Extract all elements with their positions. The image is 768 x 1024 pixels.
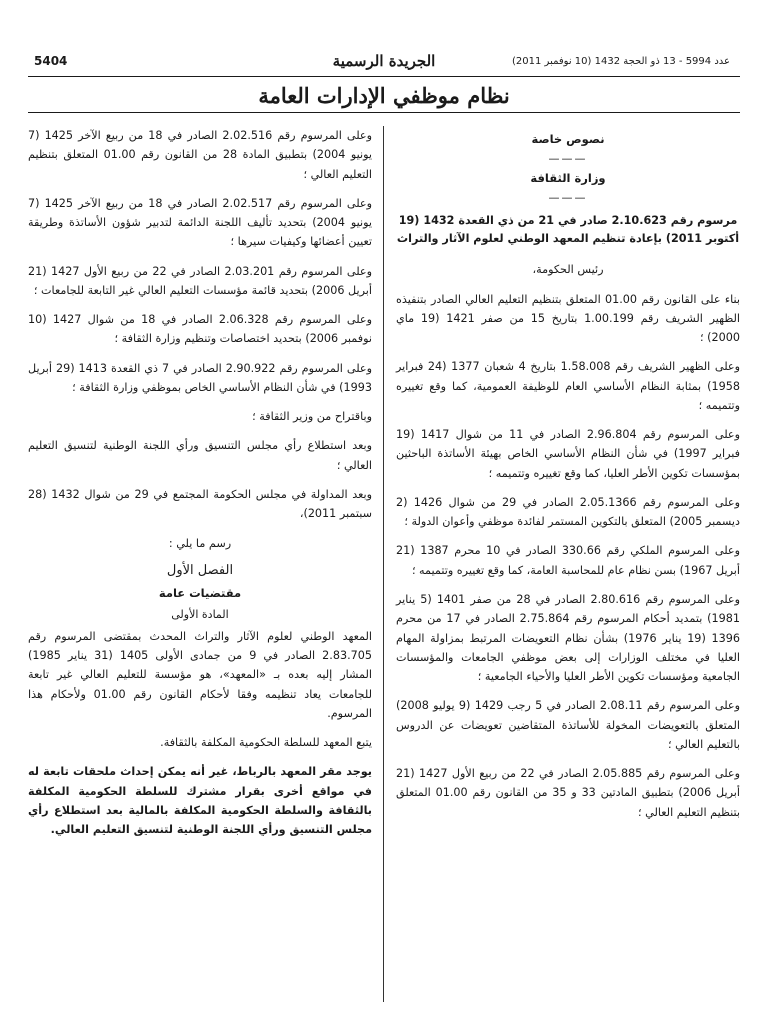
whereas-paragraph: وعلى المرسوم رقم 2.05.1366 الصادر في 29 من شوال 1426 (2 ديسمبر 2005) المتعلق بالتكوين المستمر لفائدة موظفي وأعوان الدولة ؛	[396, 495, 741, 529]
whereas-paragraph: وبعد استطلاع رأي مجلس التنسيق ورأي اللجنة الوطنية لتنسيق التعليم العالي ؛	[28, 439, 372, 472]
decrees-as-follows: رسم ما يلي :	[168, 536, 232, 550]
ministry-heading: وزارة الثقافة	[530, 171, 606, 185]
article-paragraph: يوجد مقر المعهد بالرباط، غير أنه يمكن إحداث ملحقات تابعة له في مواقع أخرى بقرار مشترك للسلطة الحكومية المكلفة بالثقافة والسلطة الحكومية المكلفة بالمالية بعد استطلاع رأي مجلس التنسيق ورأي اللجنة الوطنية لتنسيق التعليم العالي.	[28, 765, 372, 837]
right-column	[396, 126, 740, 1002]
page-number: 5404	[34, 54, 68, 68]
header-rule	[28, 76, 740, 77]
whereas-paragraph: وعلى الظهير الشريف رقم 1.58.008 بتاريخ 4 شعبان 1377 (24 فبراير 1958) بمثابة النظام الأساسي العام للوظيفة العمومية، كما وقع تغييره وتتميمه ؛	[396, 360, 741, 412]
whereas-paragraph: وعلى المرسوم رقم 2.05.885 الصادر في 22 من ربيع الأول 1427 (21 أبريل 2006) بتطبيق المادتين 33 و 35 من القانون رقم 01.00 المتعلق بتنظيم التعليم العالي ؛	[396, 767, 741, 819]
whereas-paragraph: وعلى المرسوم رقم 2.02.516 الصادر في 18 من ربيع الآخر 1425 (7 يونيو 2004) بتطبيق المادة 28 من القانون رقم 01.00 المتعلق بتنظيم التعليم العالي ؛	[28, 129, 373, 181]
article-paragraph: المعهد الوطني لعلوم الآثار والتراث المحدث بمقتضى المرسوم رقم 2.83.705 الصادر في 9 من جمادى الأولى 1405 (31 يناير 1985) المشار إليه بعده بـ «المعهد»، هو مؤسسة للتعليم العالي غير تابعة للجامعات يعاد تنظيمه وفقا لأحكام القانون رقم 01.00 ولأحكام هذا المرسوم.	[28, 629, 372, 720]
journal-name: الجريدة الرسمية	[332, 52, 436, 70]
title-rule	[28, 112, 740, 113]
issue-info: عدد 5994 - 13 ذو الحجة 1432 (10 نوفمبر 2011)	[512, 56, 730, 67]
journal-page	[28, 52, 740, 1002]
whereas-paragraph: بناء على القانون رقم 01.00 المتعلق بتنظيم التعليم العالي الصادر بتنفيذه الظهير الشريف رقم 1.00.199 بتاريخ 15 من صفر 1421 (19 ماي 2000) ؛	[396, 292, 741, 345]
divider-dash: ———	[548, 152, 588, 165]
whereas-paragraph: وعلى المرسوم رقم 2.03.201 الصادر في 22 من ربيع الأول 1427 (21 أبريل 2006) بتحديد قائمة مؤسسات التعليم العالي غير التابعة للجامعات ؛	[28, 264, 372, 297]
divider-dash: ———	[548, 191, 588, 204]
whereas-paragraph: وعلى المرسوم رقم 2.90.922 الصادر في 7 ذي القعدة 1413 (29 أبريل 1993) في شأن النظام الأساسي الخاص بموظفي وزارة الثقافة ؛	[28, 361, 372, 394]
whereas-paragraph: وباقتراح من وزير الثقافة ؛	[252, 410, 372, 424]
column-divider	[383, 126, 384, 1002]
head-of-government: رئيس الحكومة،	[532, 263, 604, 277]
chapter-subtitle: مقتضيات عامة	[158, 585, 242, 600]
special-texts-heading: نصوص خاصة	[531, 132, 605, 146]
decree-title: مرسوم رقم 2.10.623 صادر في 21 من ذي القعدة 1432 (19 أكتوبر 2011) بإعادة تنظيم المعهد الوطني لعلوم الآثار والتراث	[396, 214, 740, 246]
whereas-paragraph: وبعد المداولة في مجلس الحكومة المجتمع في 29 من شوال 1432 (28 سبتمبر 2011)،	[28, 487, 373, 521]
whereas-paragraph: وعلى المرسوم رقم 2.96.804 الصادر في 11 من شوال 1417 (19 فبراير 1997) في شأن النظام الأساسي الخاص بهيئة الأساتذة الباحثين بمؤسسات تكوين الأطر العليا، كما وقع تغييره وتتميمه ؛	[396, 428, 740, 480]
section-title: نظام موظفي الإدارات العامة	[258, 83, 510, 108]
whereas-paragraph: وعلى المرسوم رقم 2.08.11 الصادر في 5 رجب 1429 (9 يوليو 2008) المتعلق بالتعويضات المخولة للأساتذة المتقاضين تعويضات عن الدروس بالتعليم العالي ؛	[396, 699, 740, 751]
whereas-paragraph: وعلى المرسوم رقم 2.06.328 الصادر في 18 من شوال 1427 (10 نوفمبر 2006) بتحديد اختصاصات وتنظيم وزارة الثقافة ؛	[28, 313, 372, 346]
whereas-paragraph: وعلى المرسوم رقم 2.80.616 الصادر في 28 من صفر 1401 (5 يناير 1981) بتمديد أحكام المرسوم رقم 2.75.864 الصادر في 17 من محرم 1396 (19 يناير 1976) بشأن نظام التعويضات المرتبط بمزاولة المهام العليا في مختلف الوزارات إلى بعض موظفي الجامعات والمؤسسات الجامعية ومؤسسات تكوين الأطر العليا والأحياء الجامعية ؛	[396, 593, 741, 684]
left-column	[28, 126, 372, 1002]
whereas-paragraph: وعلى المرسوم الملكي رقم 330.66 الصادر في 10 محرم 1387 (21 أبريل 1967) بسن نظام عام للمحاسبة العامة، كما وقع تغييره وتتميمه ؛	[396, 544, 740, 577]
whereas-paragraph: وعلى المرسوم رقم 2.02.517 الصادر في 18 من ربيع الآخر 1425 (7 يونيو 2004) بتحديد تأليف اللجنة الدائمة لتدبير شؤون الأساتذة وطريقة تعيين أعضائها وكيفيات سيرها ؛	[28, 196, 373, 249]
running-header	[28, 52, 740, 74]
article-paragraph: يتبع المعهد للسلطة الحكومية المكلفة بالثقافة.	[160, 736, 372, 750]
chapter-title: الفصل الأول	[166, 562, 234, 578]
text-columns	[28, 126, 740, 1002]
article-title: المادة الأولى	[171, 607, 229, 621]
